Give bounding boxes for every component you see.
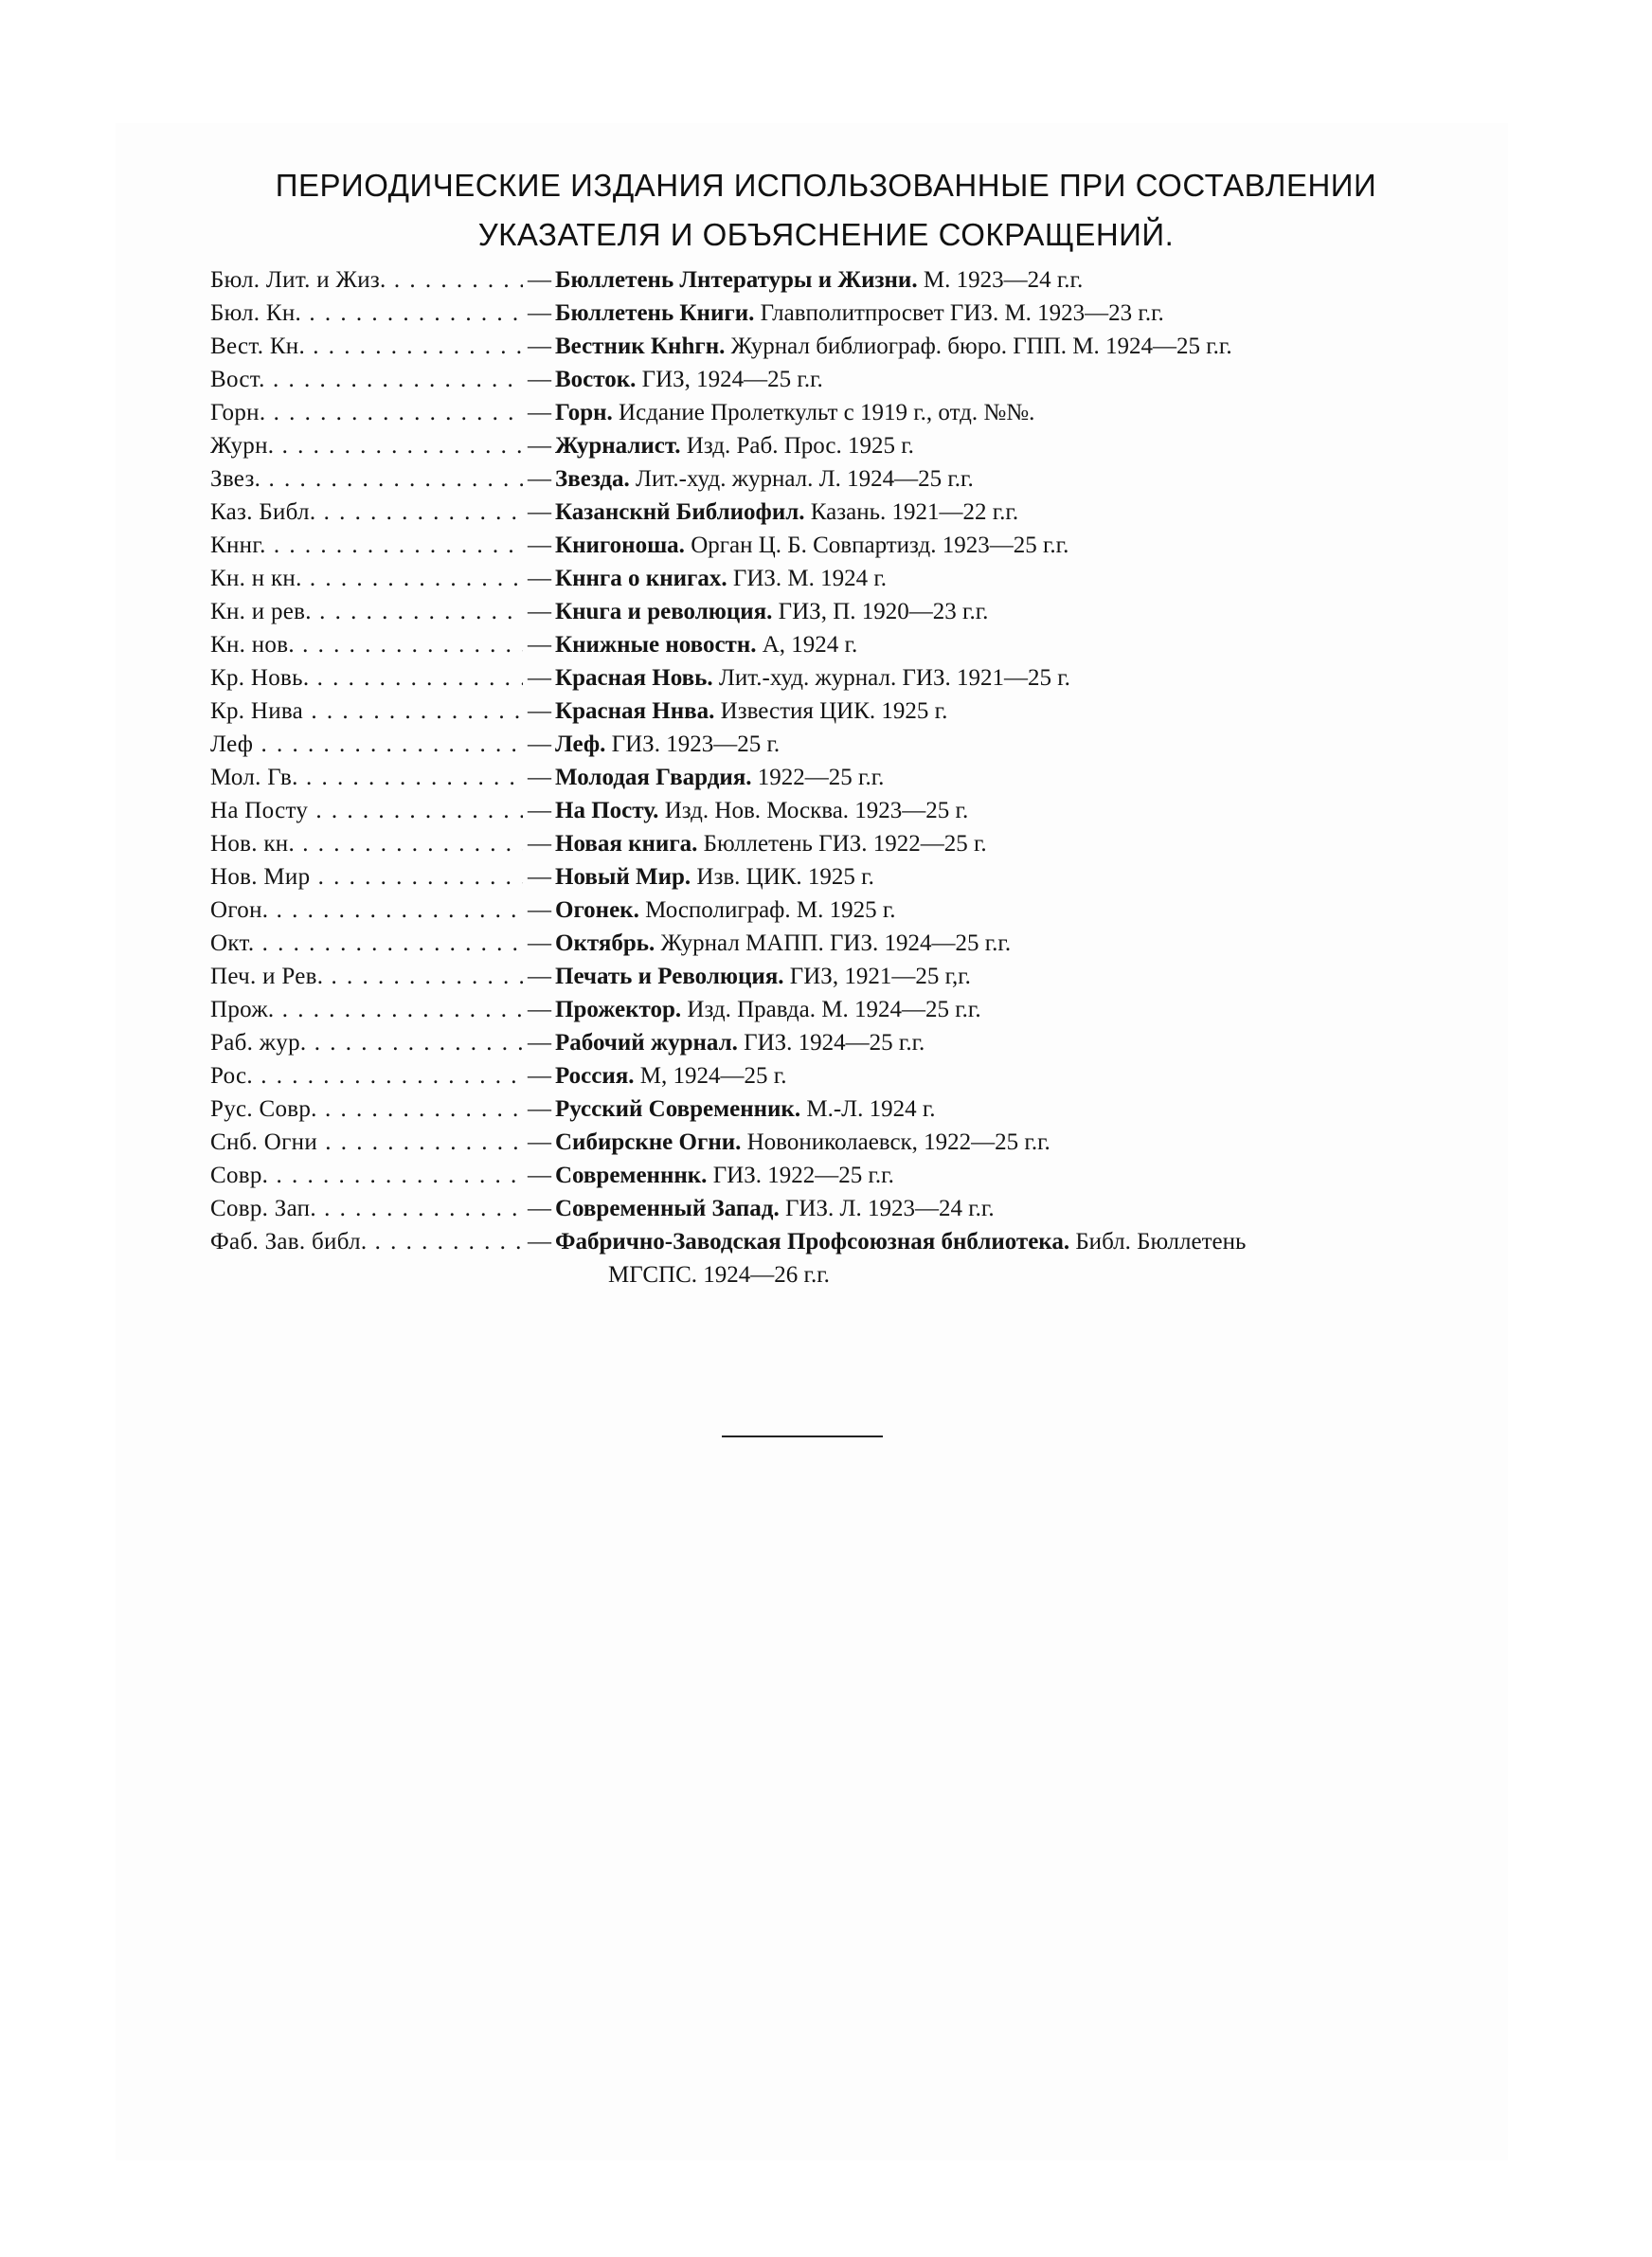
- list-item: [210, 462, 1442, 496]
- entry-description: [528, 263, 1083, 297]
- abbreviation: Леф . . .: [210, 728, 523, 761]
- periodical-name: Рабочий журнал.: [555, 1030, 738, 1056]
- entry-description: [528, 894, 896, 927]
- periodical-details: ГИЗ. 1922—25 г.г.: [712, 1163, 894, 1188]
- dash-separator: —: [528, 533, 551, 558]
- abbreviation: Снб. Огни . . .: [210, 1126, 523, 1159]
- list-item: [210, 330, 1442, 363]
- abbreviation: Горн. . . .: [210, 396, 523, 429]
- list-item: [210, 363, 1442, 396]
- entry-description: [528, 960, 971, 993]
- entry-description: [528, 761, 884, 794]
- abbreviation: Совр. . . .: [210, 1159, 523, 1192]
- periodical-details: Лит.-худ. журнал. ГИЗ. 1921—25 г.: [718, 665, 1070, 691]
- list-item: [210, 1225, 1442, 1258]
- periodical-details: Изв. ЦИК. 1925 г.: [696, 864, 874, 890]
- list-item: [210, 661, 1442, 695]
- dash-separator: —: [528, 1196, 551, 1221]
- entry-description: [528, 1059, 786, 1092]
- periodical-details: Изд. Раб. Прос. 1925 г.: [686, 433, 914, 459]
- periodical-name: Печать и Революция.: [555, 964, 784, 989]
- entry-description: [528, 661, 1070, 695]
- entry-description: [528, 927, 1011, 960]
- entry-description: [528, 728, 780, 761]
- periodical-name: Огонек.: [555, 897, 639, 923]
- entry-description: [528, 429, 914, 462]
- periodical-name: Звезда.: [555, 466, 630, 492]
- periodical-details: Изд. Нов. Москва. 1923—25 г.: [664, 798, 969, 823]
- dash-separator: —: [528, 267, 551, 293]
- periodical-name: Кнuга и революция.: [555, 599, 773, 624]
- abbreviation: Кн. н кн. . . .: [210, 562, 523, 595]
- list-item: [210, 794, 1442, 827]
- periodical-details: Орган Ц. Б. Совпартизд. 1923—25 г.г.: [691, 533, 1069, 558]
- abbreviation: Совр. Зап. . . .: [210, 1192, 523, 1225]
- entry-description: [528, 330, 1232, 363]
- list-item: [210, 1126, 1442, 1159]
- dash-separator: —: [528, 1096, 551, 1122]
- dash-separator: —: [528, 1030, 551, 1056]
- dash-separator: —: [528, 731, 551, 757]
- dash-separator: —: [528, 964, 551, 989]
- periodical-details: ГИЗ, П. 1920—23 г.г.: [778, 599, 989, 624]
- list-item: [210, 628, 1442, 661]
- periodical-name: Октябрь.: [555, 930, 655, 956]
- list-item: [210, 595, 1442, 628]
- list-item: [210, 761, 1442, 794]
- abbreviation: Фаб. Зав. библ. . . .: [210, 1225, 523, 1258]
- periodical-name: Бюллетень Книги.: [555, 300, 755, 326]
- periodical-details: 1922—25 г.г.: [757, 765, 885, 790]
- abbreviation: Кр. Нива . . .: [210, 695, 523, 728]
- periodical-name: Россия.: [555, 1063, 635, 1089]
- dash-separator: —: [528, 300, 551, 326]
- list-item: [210, 1026, 1442, 1059]
- entry-description: [528, 827, 987, 860]
- periodical-name: Леф.: [555, 731, 606, 757]
- list-item: [210, 827, 1442, 860]
- dash-separator: —: [528, 367, 551, 392]
- abbreviation: Рус. Совр. . . .: [210, 1092, 523, 1126]
- entry-description: [528, 993, 981, 1026]
- periodical-details: Бюллетень ГИЗ. 1922—25 г.: [703, 831, 987, 857]
- periodical-name: Книгоноша.: [555, 533, 685, 558]
- entry-description: [528, 562, 887, 595]
- list-item: [210, 894, 1442, 927]
- entry-description: [528, 529, 1068, 562]
- entry-description: [528, 297, 1164, 330]
- periodical-details: Журнал МАПП. ГИЗ. 1924—25 г.г.: [660, 930, 1012, 956]
- entry-description: [528, 628, 857, 661]
- periodical-name: Кннга о книгах.: [555, 566, 727, 591]
- abbreviation: Огон. . . .: [210, 894, 523, 927]
- dash-separator: —: [528, 864, 551, 890]
- abbreviation: Нов. Мир . . .: [210, 860, 523, 894]
- periodical-details: Мосполиграф. М. 1925 г.: [645, 897, 896, 923]
- closing-rule: [722, 1435, 883, 1437]
- entry-description: [528, 1192, 995, 1225]
- abbreviation: Нов. кн. . . .: [210, 827, 523, 860]
- dash-separator: —: [528, 765, 551, 790]
- periodical-name: Сибирскне Огни.: [555, 1129, 742, 1155]
- entry-description: [528, 794, 968, 827]
- dash-separator: —: [528, 334, 551, 359]
- periodical-name: Современный Запад.: [555, 1196, 780, 1221]
- dash-separator: —: [528, 798, 551, 823]
- list-item: [210, 1092, 1442, 1126]
- entry-description: [528, 1159, 894, 1192]
- abbreviation: Вост. . . .: [210, 363, 523, 396]
- periodical-name: Восток.: [555, 367, 637, 392]
- dash-separator: —: [528, 1229, 551, 1255]
- abbreviation: Кн. нов. . . .: [210, 628, 523, 661]
- dash-separator: —: [528, 831, 551, 857]
- periodical-name: Журналист.: [555, 433, 681, 459]
- list-item: [210, 297, 1442, 330]
- periodical-details: А, 1924 г.: [762, 632, 858, 658]
- list-item: [210, 263, 1442, 297]
- entry-description: [528, 1092, 936, 1126]
- dash-separator: —: [528, 698, 551, 724]
- dash-separator: —: [528, 599, 551, 624]
- abbreviation: Окт. . . .: [210, 927, 523, 960]
- list-item: [210, 496, 1442, 529]
- periodical-details: Библ. Бюллетень: [1075, 1229, 1247, 1255]
- list-item: [210, 1192, 1442, 1225]
- periodical-name: Новая книга.: [555, 831, 698, 857]
- periodical-name: Прожектор.: [555, 997, 682, 1022]
- abbreviation: Звез. . . .: [210, 462, 523, 496]
- periodical-details: Лит.-худ. журнал. Л. 1924—25 г.г.: [636, 466, 974, 492]
- dash-separator: —: [528, 632, 551, 658]
- dash-separator: —: [528, 499, 551, 525]
- periodical-details: ГИЗ. Л. 1923—24 г.г.: [784, 1196, 995, 1221]
- periodical-name: Фабрично-Заводская Профсоюзная бнблиотека.: [555, 1229, 1070, 1255]
- periodical-details: ГИЗ. М. 1924 г.: [732, 566, 888, 591]
- periodical-details: ГИЗ. 1923—25 г.: [611, 731, 781, 757]
- abbreviation-list: [210, 263, 1442, 1291]
- list-item: [210, 1059, 1442, 1092]
- abbreviation: Бюл. Лит. и Жиз. . . .: [210, 263, 523, 297]
- periodical-name: Современннк.: [555, 1163, 708, 1188]
- entry-continuation: МГСПС. 1924—26 г.г.: [608, 1262, 830, 1288]
- list-item: [210, 1159, 1442, 1192]
- periodical-details: Изд. Правда. М. 1924—25 г.г.: [687, 997, 981, 1022]
- periodical-name: Казанскнй Библиофил.: [555, 499, 805, 525]
- dash-separator: —: [528, 897, 551, 923]
- periodical-name: Новый Мир.: [555, 864, 691, 890]
- periodical-details: Новониколаевск, 1922—25 г.г.: [746, 1129, 1050, 1155]
- title-line-2: УКАЗАТЕЛЯ И ОБЪЯСНЕНИЕ СОКРАЩЕНИЙ.: [477, 217, 1175, 252]
- periodical-name: Русский Современник.: [555, 1096, 801, 1122]
- list-item: [210, 429, 1442, 462]
- abbreviation: Мол. Гв. . . .: [210, 761, 523, 794]
- abbreviation: Кр. Новь. . . .: [210, 661, 523, 695]
- abbreviation: Раб. жур. . . .: [210, 1026, 523, 1059]
- entry-description: [528, 396, 1034, 429]
- dash-separator: —: [528, 1129, 551, 1155]
- periodical-name: Вестник Кнhгн.: [555, 334, 726, 359]
- dash-separator: —: [528, 997, 551, 1022]
- entry-description: [528, 860, 874, 894]
- abbreviation: Бюл. Кн. . . .: [210, 297, 523, 330]
- abbreviation: Каз. Библ. . . .: [210, 496, 523, 529]
- title-line-1: ПЕРИОДИЧЕСКИЕ ИЗДАНИЯ ИСПОЛЬЗОВАННЫЕ ПРИ СОСТАВЛЕНИИ: [275, 168, 1377, 203]
- entry-description: [528, 1126, 1050, 1159]
- periodical-details: ГИЗ, 1924—25 г.г.: [641, 367, 823, 392]
- periodical-name: На Посту.: [555, 798, 659, 823]
- entry-description: [528, 695, 947, 728]
- periodical-details: Главполитпросвет ГИЗ. М. 1923—23 г.г.: [760, 300, 1164, 326]
- page-title: [0, 161, 1652, 260]
- periodical-name: Красная Новь.: [555, 665, 713, 691]
- periodical-details: М. 1923—24 г.г.: [923, 267, 1084, 293]
- abbreviation: На Посту . . .: [210, 794, 523, 827]
- list-item: [210, 562, 1442, 595]
- dash-separator: —: [528, 466, 551, 492]
- abbreviation: Прож. . . .: [210, 993, 523, 1026]
- list-item: [210, 860, 1442, 894]
- abbreviation: Вест. Кн. . . .: [210, 330, 523, 363]
- entry-description: [528, 595, 988, 628]
- entry-description: [528, 496, 1018, 529]
- abbreviation: Кн. и рев. . . .: [210, 595, 523, 628]
- periodical-details: М.-Л. 1924 г.: [806, 1096, 936, 1122]
- periodical-name: Красная Ннва.: [555, 698, 715, 724]
- periodical-details: М, 1924—25 г.: [639, 1063, 787, 1089]
- list-item: [210, 529, 1442, 562]
- entry-description: [528, 1026, 925, 1059]
- dash-separator: —: [528, 566, 551, 591]
- list-item: [210, 396, 1442, 429]
- list-item: [210, 695, 1442, 728]
- entry-description: [528, 1225, 1246, 1258]
- entry-description: [528, 363, 823, 396]
- dash-separator: —: [528, 1163, 551, 1188]
- dash-separator: —: [528, 433, 551, 459]
- abbreviation: Кннг. . . .: [210, 529, 523, 562]
- list-item: [210, 728, 1442, 761]
- periodical-details: Казань. 1921—22 г.г.: [810, 499, 1019, 525]
- periodical-name: Бюллетень Лнтературы и Жизни.: [555, 267, 918, 293]
- abbreviation: Печ. и Рев. . . .: [210, 960, 523, 993]
- periodical-details: Исдание Пролеткульт с 1919 г., отд. №№.: [619, 400, 1035, 425]
- dash-separator: —: [528, 665, 551, 691]
- abbreviation: Рос. . . .: [210, 1059, 523, 1092]
- periodical-name: Книжные новостн.: [555, 632, 757, 658]
- periodical-details: Журнал библиограф. бюро. ГПП. М. 1924—25 г.г.: [730, 334, 1232, 359]
- list-item: [210, 993, 1442, 1026]
- list-item: [210, 960, 1442, 993]
- periodical-name: Молодая Гвардия.: [555, 765, 752, 790]
- dash-separator: —: [528, 400, 551, 425]
- entry-description: [528, 462, 974, 496]
- periodical-details: ГИЗ. 1924—25 г.г.: [744, 1030, 925, 1056]
- list-item: [210, 927, 1442, 960]
- abbreviation: Журн. . . .: [210, 429, 523, 462]
- dash-separator: —: [528, 1063, 551, 1089]
- periodical-details: Известия ЦИК. 1925 г.: [720, 698, 948, 724]
- periodical-name: Горн.: [555, 400, 613, 425]
- periodical-details: ГИЗ, 1921—25 г,г.: [789, 964, 971, 989]
- dash-separator: —: [528, 930, 551, 956]
